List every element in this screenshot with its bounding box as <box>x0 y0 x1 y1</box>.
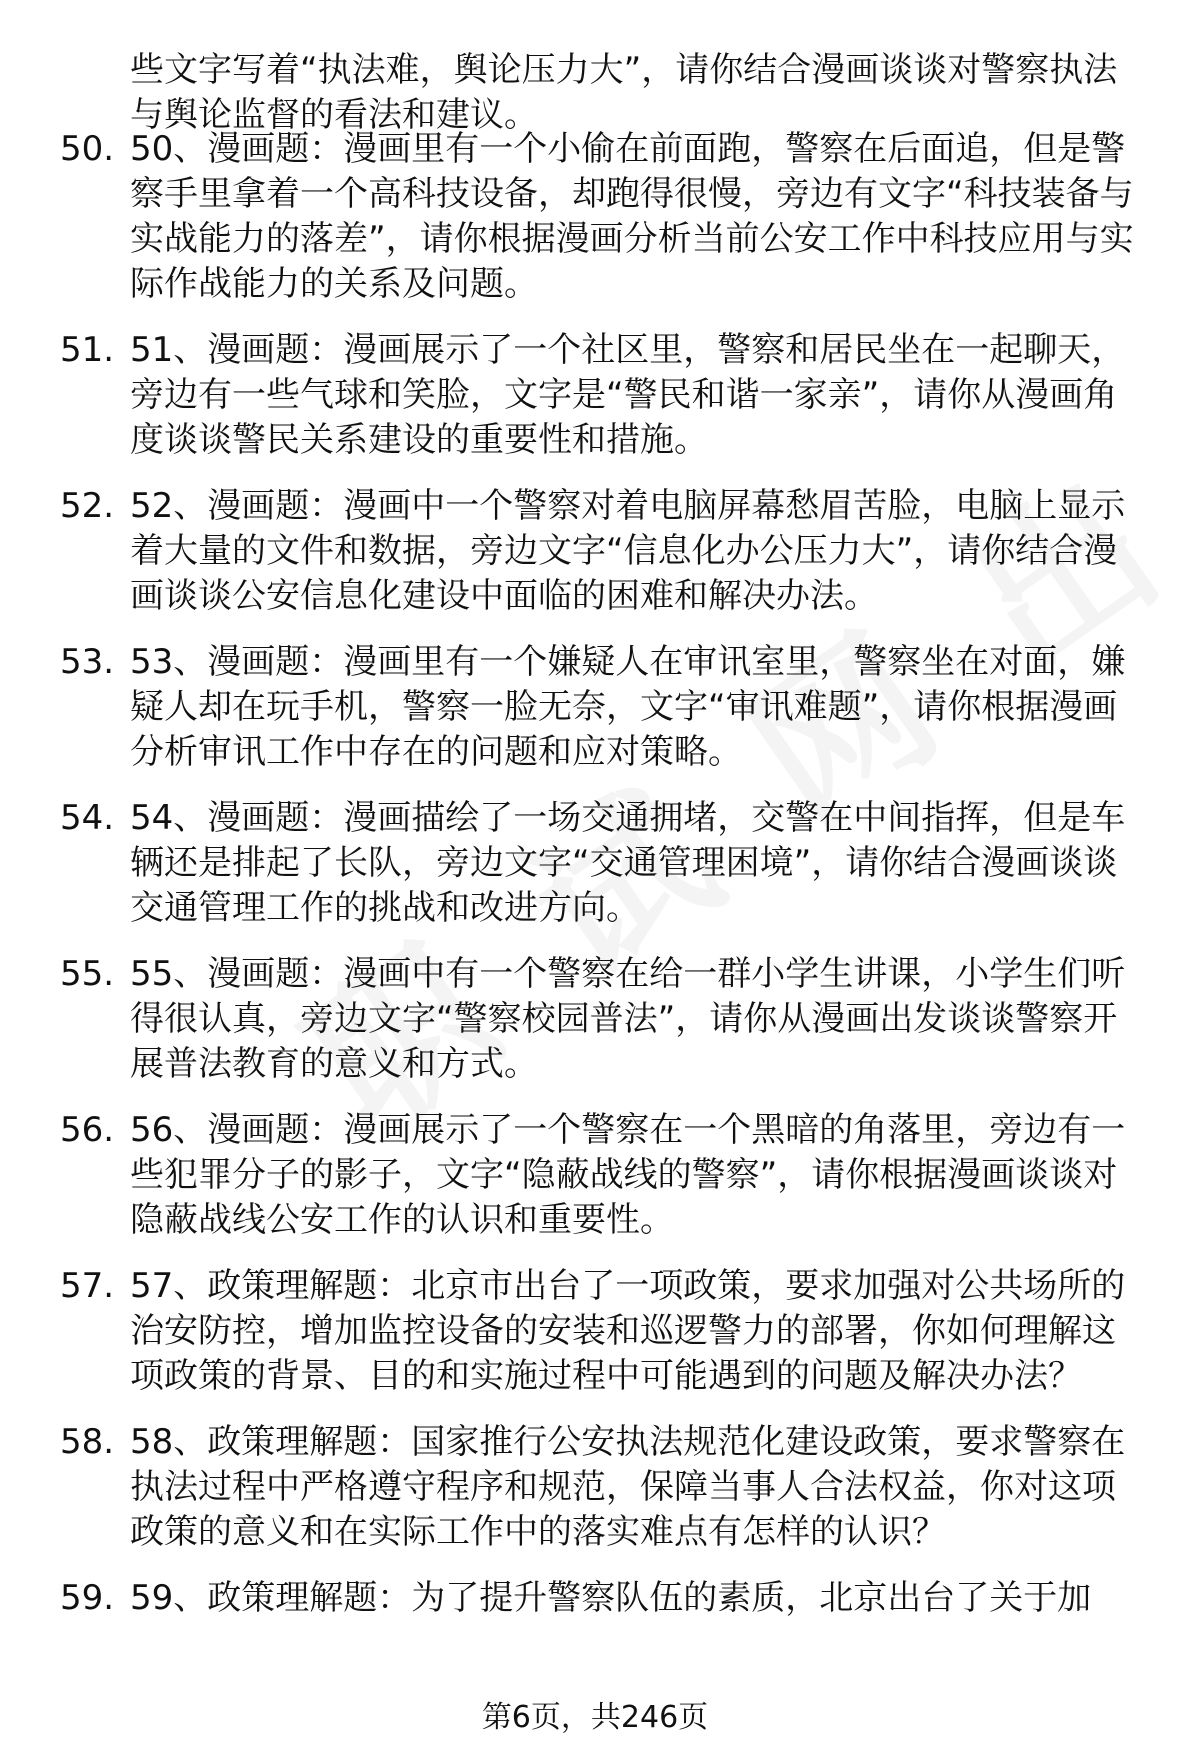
list-item <box>60 328 1150 463</box>
question-text: 55、漫画题：漫画中有一个警察在给一群小学生讲课，小学生们听得很认真，旁边文字“警察校园普法”，请你从漫画出发谈谈警察开展普法教育的意义和方式。 <box>130 954 1126 1084</box>
question-text: 59、政策理解题：为了提升警察队伍的素质，北京出台了关于加 <box>130 1578 1092 1618</box>
question-number: 52. <box>60 486 115 526</box>
question-number: 50. <box>60 129 115 169</box>
list-item <box>60 1108 1150 1243</box>
question-number: 53. <box>60 642 115 682</box>
question-number: 59. <box>60 1578 115 1618</box>
question-number: 57. <box>60 1266 115 1306</box>
question-number: 58. <box>60 1422 115 1462</box>
list-item <box>60 952 1150 1087</box>
question-number: 56. <box>60 1110 115 1150</box>
question-text: 58、政策理解题：国家推行公安执法规范化建设政策，要求警察在执法过程中严格遵守程序和规范，保障当事人合法权益，你对这项政策的意义和在实际工作中的落实难点有怎样的认识？ <box>130 1422 1126 1552</box>
list-item <box>60 484 1150 619</box>
question-text: 56、漫画题：漫画展示了一个警察在一个黑暗的角落里，旁边有一些犯罪分子的影子，文字“隐蔽战线的警察”，请你根据漫画谈谈对隐蔽战线公安工作的认识和重要性。 <box>130 1110 1126 1240</box>
list-item <box>60 127 1150 307</box>
question-number: 55. <box>60 954 115 994</box>
question-text: 53、漫画题：漫画里有一个嫌疑人在审讯室里，警察坐在对面，嫌疑人却在玩手机，警察一脸无奈，文字“审讯难题”，请你根据漫画分析审讯工作中存在的问题和应对策略。 <box>130 642 1126 772</box>
question-number: 54. <box>60 798 115 838</box>
question-text: 57、政策理解题：北京市出台了一项政策，要求加强对公共场所的治安防控，增加监控设备的安装和巡逻警力的部署，你如何理解这项政策的背景、目的和实施过程中可能遇到的问题及解决办法？ <box>130 1266 1126 1396</box>
list-item <box>60 640 1150 775</box>
question-text: 54、漫画题：漫画描绘了一场交通拥堵，交警在中间指挥，但是车辆还是排起了长队，旁边文字“交通管理困境”，请你结合漫画谈谈交通管理工作的挑战和改进方向。 <box>130 798 1126 928</box>
list-item <box>60 796 1150 931</box>
question-text: 50、漫画题：漫画里有一个小偷在前面跑，警察在后面追，但是警察手里拿着一个高科技设备，却跑得很慢，旁边有文字“科技装备与实战能力的落差”，请你根据漫画分析当前公安工作中科技应用与实际作战能力的关系及问题。 <box>130 129 1134 304</box>
intro-paragraph: 些文字写着“执法难，舆论压力大”，请你结合漫画谈谈对警察执法与舆论监督的看法和建议。 <box>130 50 1118 135</box>
list-item <box>60 1576 1150 1621</box>
list-item <box>60 1264 1150 1399</box>
question-number: 51. <box>60 330 115 370</box>
question-text: 51、漫画题：漫画展示了一个社区里，警察和居民坐在一起聊天，旁边有一些气球和笑脸，文字是“警民和谐一家亲”，请你从漫画角度谈谈警民关系建设的重要性和措施。 <box>130 330 1126 460</box>
question-text: 52、漫画题：漫画中一个警察对着电脑屏幕愁眉苦脸，电脑上显示着大量的文件和数据，旁边文字“信息化办公压力大”，请你结合漫画谈谈公安信息化建设中面临的困难和解决办法。 <box>130 486 1126 616</box>
page-footer: 第6页，共246页 <box>481 1700 709 1735</box>
list-item <box>60 1420 1150 1555</box>
question-list <box>60 127 1150 1642</box>
